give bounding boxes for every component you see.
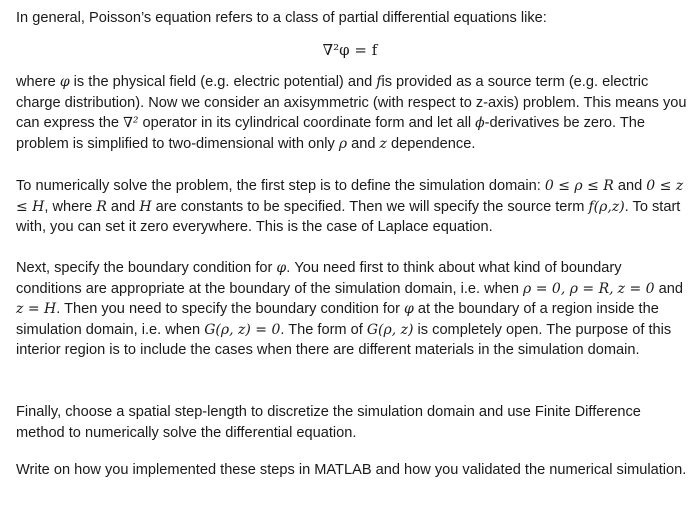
p3-text-1: Next, specify the boundary condition for (16, 260, 277, 276)
p2-text-3: , where (44, 198, 97, 215)
p3-math-phi: φ (276, 260, 287, 276)
p1-text-2: is the physical field (e.g. electric potential) and (69, 74, 377, 90)
paragraph-simulation-domain (16, 176, 688, 238)
p2-text-5: are constants to be specified. Then we will specify the source term (151, 198, 589, 215)
p1-text-5: -derivatives be zero. The problem is simplified to two-dimensional with only (16, 115, 646, 152)
p3-math-z0: z = 0 (617, 280, 655, 297)
paragraph-task: Write on how you implemented these steps in MATLAB and how you validated the numerical simulation. (16, 462, 687, 478)
p3-text-5: . Then you need to specify the boundary condition for (56, 301, 404, 318)
p1-math-phi: φ (59, 74, 70, 90)
p3-math-rho-bounds: ρ = 0, ρ = R, (523, 280, 614, 297)
p2-text-1: To numerically solve the problem, the first step is to define the simulation domain: (16, 178, 545, 194)
paragraph-discretization: Finally, choose a spatial step-length to discretize the simulation domain and use Finite Difference method to numerically solve the differential equation. (16, 404, 641, 441)
p2-math-H: H (139, 198, 152, 215)
p3-text-4: and (654, 280, 683, 297)
paragraph-boundary-conditions (16, 258, 688, 361)
p2-math-z-range: 0 ≤ z ≤ H (16, 178, 684, 215)
p1-math-laplacian: ∇² (123, 115, 139, 132)
p3-text-7: . The form of (280, 321, 367, 338)
p1-text-1: where (16, 74, 60, 90)
p3-text-6: at the boundary of a region inside the simulation domain, i.e. when (16, 301, 659, 338)
p3-math-G-zero: G(ρ, z) = 0 (204, 321, 281, 338)
p1-math-rho: ρ (338, 135, 348, 152)
p1-math-azimuth: ϕ (475, 115, 485, 132)
p1-text-7: dependence. (386, 135, 476, 152)
p2-text-4: and (106, 198, 140, 215)
p1-text-3: is provided as a source term (e.g. electric charge distribution). Now we consider an axisymmetric (with respect to z-axis) problem. This means you can express the (16, 74, 687, 132)
p2-math-R: R (96, 198, 107, 215)
p2-math-rho-range: 0 ≤ ρ ≤ R (544, 178, 614, 194)
p1-math-z: z (379, 135, 387, 152)
poisson-equation: ∇²φ = f (322, 41, 378, 59)
intro-text: In general, Poisson’s equation refers to a class of partial differential equations like: (16, 10, 547, 26)
p3-text-2: . You need first to think about what kind of boundary conditions are appropriate at the boundary of the simulation domain, i.e. when (16, 260, 622, 297)
p1-text-4: operator in its cylindrical coordinate form and let all (138, 115, 476, 132)
p1-text-6: and (347, 135, 380, 152)
p2-math-source: f(ρ,z) (588, 198, 625, 215)
p3-math-phi-2: φ (404, 301, 414, 318)
p1-math-f: f (376, 74, 382, 90)
p3-math-zH: z = H (16, 301, 57, 318)
paragraph-field-definition (16, 72, 688, 154)
p3-math-G: G(ρ, z) (366, 321, 414, 338)
p2-text-2: and (613, 178, 647, 194)
p2-text-6: . To start with, you can set it zero everywhere. This is the case of Laplace equation. (16, 198, 681, 236)
p3-text-8: is completely open. The purpose of this interior region is to include the cases when there are different materials in the simulation domain. (16, 321, 672, 359)
